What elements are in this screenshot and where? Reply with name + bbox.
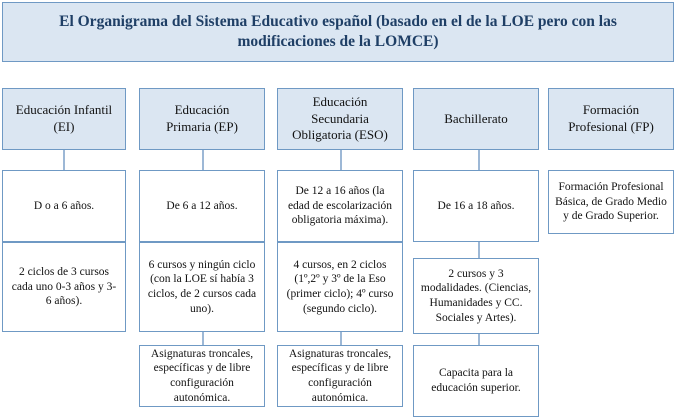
header-formacion-profesional: Formación Profesional (FP) bbox=[548, 88, 674, 150]
primaria-cursos: 6 cursos y ningún ciclo (con la LOE sí había 3 ciclos, de 2 cursos cada uno). bbox=[139, 242, 265, 332]
eso-edad: De 12 a 16 años (la edad de escolarización obligatoria máxima). bbox=[277, 170, 403, 242]
infantil-ciclos: 2 ciclos de 3 cursos cada uno 0-3 años y 3-6 años). bbox=[2, 242, 126, 332]
header-educacion-primaria: Educación Primaria (EP) bbox=[139, 88, 265, 150]
primaria-edad: De 6 a 12 años. bbox=[139, 170, 265, 242]
bachillerato-edad: De 16 a 18 años. bbox=[413, 170, 539, 242]
fp-grados: Formación Profesional Básica, de Grado Medio y de Grado Superior. bbox=[548, 170, 674, 234]
bachillerato-modalidades: 2 cursos y 3 modalidades. (Ciencias, Humanidades y CC. Sociales y Artes). bbox=[413, 258, 539, 334]
header-eso: Educación Secundaria Obligatoria (ESO) bbox=[277, 88, 403, 150]
chart-title: El Organigrama del Sistema Educativo español (basado en el de la LOE pero con las modificaciones de la LOMCE) bbox=[2, 2, 674, 62]
header-bachillerato: Bachillerato bbox=[413, 88, 539, 150]
bachillerato-capacita: Capacita para la educación superior. bbox=[413, 345, 539, 417]
infantil-edad: D o a 6 años. bbox=[2, 170, 126, 242]
header-educacion-infantil: Educación Infantil (EI) bbox=[2, 88, 126, 150]
primaria-asignaturas: Asignaturas troncales, específicas y de libre configuración autonómica. bbox=[139, 345, 265, 407]
eso-asignaturas: Asignaturas troncales, específicas y de libre configuración autonómica. bbox=[277, 345, 403, 407]
eso-cursos: 4 cursos, en 2 ciclos (1º,2º y 3º de la Eso (primer ciclo); 4º curso (segundo ciclo). bbox=[277, 242, 403, 332]
